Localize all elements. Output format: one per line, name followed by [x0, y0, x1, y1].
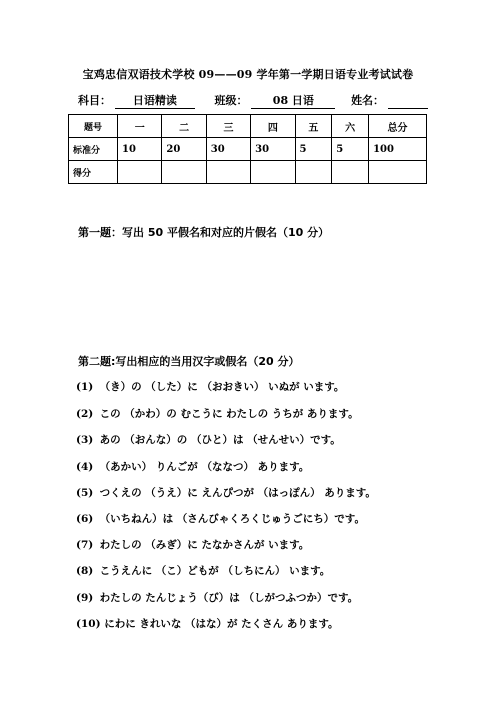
earned-label-cell: 得分 — [69, 161, 118, 184]
question-number: (6) — [76, 513, 94, 525]
subject-value: 日语精读 — [115, 92, 195, 109]
earned-score-cell[interactable] — [118, 161, 162, 184]
header-cell: 二 — [162, 115, 206, 138]
question-item — [76, 563, 330, 578]
score-table-earned-row — [69, 161, 427, 184]
question-number: (4) — [76, 461, 94, 473]
question-number: (3) — [76, 434, 94, 446]
question-text: わたしの （みぎ）に たなかさんが います。 — [99, 539, 310, 551]
header-cell: 六 — [332, 115, 369, 138]
section2-heading: 第二题:写出相应的当用汉字或假名（20 分） — [78, 355, 300, 368]
question-text: この （かわ）の むこうに わたしの うちが あります。 — [99, 408, 359, 420]
earned-score-cell[interactable] — [251, 161, 295, 184]
standard-score-cell: 30 — [206, 138, 250, 161]
question-text: こうえんに （こ）どもが （しちにん） います。 — [99, 565, 331, 577]
question-text: （き）の （した）に （おおきい） いぬが います。 — [99, 381, 345, 393]
question-text: わたしの たんじょう（び）は （しがつふつか）です。 — [99, 592, 359, 604]
exam-title: 宝鸡忠信双语技术学校 09——09 学年第一学期日语专业考试试卷 — [82, 68, 414, 81]
earned-score-cell[interactable] — [206, 161, 250, 184]
question-item — [76, 590, 358, 605]
question-item — [76, 379, 344, 394]
name-label: 姓名： — [351, 94, 385, 107]
standard-score-cell: 30 — [251, 138, 295, 161]
question-text: あの （おんな）の （ひと）は （せんせい）です。 — [99, 434, 341, 446]
question-item — [76, 511, 365, 526]
question-text: つくえの （うえ）に えんぴつが （はっぽん） あります。 — [99, 487, 376, 499]
standard-label-cell: 标准分 — [69, 138, 118, 161]
header-cell: 题号 — [69, 115, 118, 138]
header-cell: 三 — [206, 115, 250, 138]
question-number: (7) — [76, 539, 94, 551]
section1-heading: 第一题：写出 50 平假名和对应的片假名（10 分） — [78, 226, 330, 239]
exam-info-line — [78, 92, 428, 109]
score-table — [68, 114, 427, 184]
question-item — [76, 616, 339, 631]
question-text: にわに きれいな （はな）が たくさん あります。 — [104, 618, 339, 630]
name-field[interactable] — [388, 96, 428, 109]
header-cell: 总分 — [369, 115, 427, 138]
question-item — [76, 485, 376, 500]
question-number: (1) — [76, 381, 94, 393]
question-number: (5) — [76, 487, 94, 499]
question-item — [76, 406, 359, 421]
standard-score-cell: 20 — [162, 138, 206, 161]
question-item — [76, 459, 309, 474]
standard-score-cell: 10 — [118, 138, 162, 161]
standard-score-cell: 100 — [369, 138, 427, 161]
question-number: (9) — [76, 592, 94, 604]
question-number: (2) — [76, 408, 94, 420]
question-item — [76, 432, 341, 447]
class-value: 08 日语 — [251, 92, 335, 109]
question-number: (8) — [76, 565, 94, 577]
earned-score-cell[interactable] — [369, 161, 427, 184]
score-table-header-row — [69, 115, 427, 138]
standard-score-cell: 5 — [295, 138, 332, 161]
header-cell: 五 — [295, 115, 332, 138]
earned-score-cell[interactable] — [162, 161, 206, 184]
question-text: （いちねん）は （さんびゃくろくじゅうごにち）です。 — [99, 513, 365, 525]
question-text: （あかい） りんごが （ななつ） あります。 — [99, 461, 310, 473]
standard-score-cell: 5 — [332, 138, 369, 161]
earned-score-cell[interactable] — [295, 161, 332, 184]
header-cell: 四 — [251, 115, 295, 138]
header-cell: 一 — [118, 115, 162, 138]
earned-score-cell[interactable] — [332, 161, 369, 184]
question-item — [76, 537, 309, 552]
class-label: 班级： — [214, 94, 248, 107]
score-table-standard-row — [69, 138, 427, 161]
question-number: (10) — [76, 618, 101, 630]
subject-label: 科目： — [78, 94, 111, 107]
